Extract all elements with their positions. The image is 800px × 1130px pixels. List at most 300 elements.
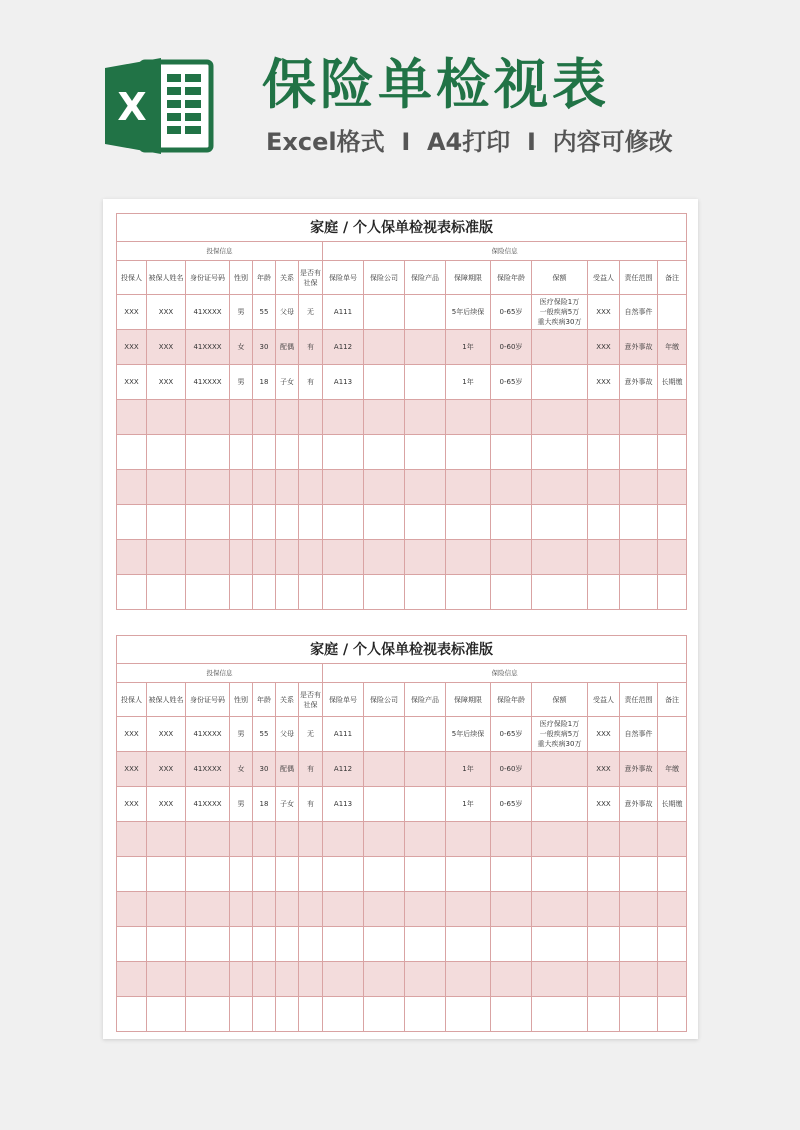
table-cell[interactable] bbox=[276, 892, 299, 927]
table-cell[interactable] bbox=[323, 575, 364, 610]
table-cell[interactable]: 5年后续保 bbox=[446, 295, 491, 330]
table-cell[interactable]: XXX bbox=[117, 295, 147, 330]
table-cell[interactable] bbox=[491, 857, 532, 892]
table-cell[interactable] bbox=[491, 927, 532, 962]
table-cell[interactable] bbox=[446, 927, 491, 962]
table-cell[interactable] bbox=[532, 892, 588, 927]
table-cell[interactable] bbox=[186, 435, 230, 470]
table-cell[interactable] bbox=[253, 575, 276, 610]
table-cell[interactable] bbox=[620, 892, 658, 927]
table-cell[interactable] bbox=[253, 540, 276, 575]
table-cell[interactable] bbox=[446, 540, 491, 575]
table-cell[interactable]: 0-60岁 bbox=[491, 752, 532, 787]
table-cell[interactable] bbox=[364, 540, 405, 575]
table-cell[interactable] bbox=[299, 822, 323, 857]
table-cell[interactable] bbox=[446, 962, 491, 997]
table-cell[interactable]: A111 bbox=[323, 295, 364, 330]
table-cell[interactable] bbox=[276, 505, 299, 540]
table-cell[interactable] bbox=[658, 717, 687, 752]
table-cell[interactable] bbox=[253, 400, 276, 435]
table-cell[interactable] bbox=[186, 575, 230, 610]
table-cell[interactable] bbox=[491, 962, 532, 997]
column-header: 保险产品 bbox=[405, 261, 446, 295]
table-cell[interactable] bbox=[620, 822, 658, 857]
table-cell[interactable]: 子女 bbox=[276, 787, 299, 822]
table-cell[interactable] bbox=[364, 822, 405, 857]
table-cell[interactable] bbox=[323, 400, 364, 435]
table-cell[interactable] bbox=[230, 892, 253, 927]
table-cell[interactable] bbox=[323, 997, 364, 1032]
table-cell[interactable]: XXX bbox=[588, 717, 620, 752]
table-cell[interactable] bbox=[299, 927, 323, 962]
column-header: 保障期限 bbox=[446, 683, 491, 717]
column-header: 被保人姓名 bbox=[147, 683, 186, 717]
table-cell[interactable] bbox=[276, 400, 299, 435]
table-cell[interactable] bbox=[491, 400, 532, 435]
table-cell[interactable] bbox=[588, 892, 620, 927]
table-cell[interactable]: 配偶 bbox=[276, 752, 299, 787]
table-cell[interactable] bbox=[299, 540, 323, 575]
table-cell[interactable] bbox=[323, 857, 364, 892]
table-cell[interactable] bbox=[405, 540, 446, 575]
table-cell[interactable] bbox=[147, 400, 186, 435]
table-cell[interactable] bbox=[364, 365, 405, 400]
table-cell[interactable] bbox=[364, 962, 405, 997]
table-cell[interactable] bbox=[532, 857, 588, 892]
table-cell[interactable]: XXX bbox=[117, 365, 147, 400]
group-label-insurance: 保险信息 bbox=[323, 242, 687, 261]
table-cell[interactable]: 0-65岁 bbox=[491, 787, 532, 822]
table-cell[interactable] bbox=[276, 962, 299, 997]
table-row bbox=[117, 927, 687, 962]
table-cell[interactable] bbox=[588, 540, 620, 575]
table-cell[interactable] bbox=[364, 857, 405, 892]
column-header: 保险单号 bbox=[323, 261, 364, 295]
table-cell[interactable]: 年缴 bbox=[658, 752, 687, 787]
table-cell[interactable] bbox=[532, 540, 588, 575]
table-cell[interactable]: 无 bbox=[299, 295, 323, 330]
table-cell[interactable]: A112 bbox=[323, 330, 364, 365]
table-cell[interactable] bbox=[147, 822, 186, 857]
table-cell[interactable] bbox=[620, 927, 658, 962]
table-cell[interactable] bbox=[532, 822, 588, 857]
table-cell[interactable] bbox=[446, 575, 491, 610]
table-cell[interactable] bbox=[532, 365, 588, 400]
table-cell[interactable] bbox=[253, 962, 276, 997]
table-cell[interactable]: XXX bbox=[117, 717, 147, 752]
table-cell[interactable] bbox=[446, 435, 491, 470]
table-cell[interactable] bbox=[405, 752, 446, 787]
table-cell[interactable] bbox=[405, 962, 446, 997]
table-cell[interactable]: XXX bbox=[588, 330, 620, 365]
table-cell[interactable] bbox=[147, 470, 186, 505]
table-cell[interactable] bbox=[405, 997, 446, 1032]
table-cell[interactable] bbox=[276, 822, 299, 857]
table-cell[interactable] bbox=[230, 575, 253, 610]
table-cell[interactable] bbox=[658, 997, 687, 1032]
table-cell[interactable] bbox=[117, 997, 147, 1032]
table-cell[interactable] bbox=[405, 575, 446, 610]
table-cell[interactable]: 有 bbox=[299, 752, 323, 787]
table-cell[interactable] bbox=[620, 962, 658, 997]
table-cell[interactable] bbox=[532, 787, 588, 822]
table-cell[interactable] bbox=[405, 295, 446, 330]
table-cell[interactable] bbox=[446, 400, 491, 435]
table-cell[interactable]: 30 bbox=[253, 752, 276, 787]
table-cell[interactable]: 父母 bbox=[276, 717, 299, 752]
table-cell[interactable] bbox=[588, 997, 620, 1032]
table-cell[interactable]: 长期缴 bbox=[658, 365, 687, 400]
table-cell[interactable] bbox=[364, 717, 405, 752]
table-cell[interactable]: XXX bbox=[147, 717, 186, 752]
table-cell[interactable]: 自然事件 bbox=[620, 717, 658, 752]
table-cell[interactable] bbox=[299, 857, 323, 892]
table-cell[interactable]: XXX bbox=[147, 330, 186, 365]
table-cell[interactable] bbox=[147, 540, 186, 575]
table-cell[interactable] bbox=[405, 400, 446, 435]
table-cell[interactable] bbox=[658, 470, 687, 505]
table-cell[interactable]: 年缴 bbox=[658, 330, 687, 365]
table-cell[interactable] bbox=[147, 505, 186, 540]
table-cell[interactable] bbox=[117, 962, 147, 997]
table-cell[interactable] bbox=[405, 717, 446, 752]
table-cell[interactable]: 长期缴 bbox=[658, 787, 687, 822]
table-cell[interactable]: 41XXXX bbox=[186, 295, 230, 330]
table-cell[interactable]: 意外事故 bbox=[620, 752, 658, 787]
table-cell[interactable] bbox=[253, 892, 276, 927]
table-cell[interactable] bbox=[186, 400, 230, 435]
table-cell[interactable] bbox=[147, 857, 186, 892]
table-cell[interactable] bbox=[230, 962, 253, 997]
table-cell[interactable] bbox=[588, 857, 620, 892]
table-cell[interactable]: 医疗保险1万 一般疾病5万 重大疾病30万 bbox=[532, 295, 588, 330]
table-cell[interactable] bbox=[405, 787, 446, 822]
table-cell[interactable] bbox=[364, 400, 405, 435]
table-cell[interactable]: XXX bbox=[588, 295, 620, 330]
table-cell[interactable] bbox=[253, 822, 276, 857]
table-cell[interactable] bbox=[186, 892, 230, 927]
table-cell[interactable] bbox=[253, 435, 276, 470]
table-cell[interactable] bbox=[186, 540, 230, 575]
table-cell[interactable] bbox=[658, 962, 687, 997]
table-cell[interactable] bbox=[230, 927, 253, 962]
table-cell[interactable] bbox=[364, 575, 405, 610]
table-cell[interactable] bbox=[186, 857, 230, 892]
table-cell[interactable] bbox=[299, 997, 323, 1032]
table-cell[interactable]: XXX bbox=[588, 787, 620, 822]
table-cell[interactable] bbox=[491, 540, 532, 575]
table-cell[interactable] bbox=[276, 997, 299, 1032]
table-cell[interactable]: 0-65岁 bbox=[491, 295, 532, 330]
table-cell[interactable] bbox=[230, 400, 253, 435]
table-title: 家庭 / 个人保单检视表标准版 bbox=[117, 214, 687, 242]
table-cell[interactable] bbox=[117, 927, 147, 962]
table-cell[interactable] bbox=[658, 295, 687, 330]
table-cell[interactable] bbox=[491, 435, 532, 470]
table-cell[interactable] bbox=[364, 752, 405, 787]
page-title: 保险单检视表 bbox=[262, 53, 610, 116]
table-cell[interactable] bbox=[276, 435, 299, 470]
table-cell[interactable] bbox=[186, 962, 230, 997]
table-cell[interactable] bbox=[253, 857, 276, 892]
table-cell[interactable] bbox=[364, 295, 405, 330]
table-group-row bbox=[117, 242, 687, 261]
table-cell[interactable] bbox=[532, 997, 588, 1032]
table-cell[interactable] bbox=[405, 822, 446, 857]
table-cell[interactable] bbox=[323, 822, 364, 857]
table-cell[interactable] bbox=[588, 575, 620, 610]
table-cell[interactable]: A113 bbox=[323, 365, 364, 400]
column-header: 保险产品 bbox=[405, 683, 446, 717]
table-cell[interactable] bbox=[117, 400, 147, 435]
table-cell[interactable]: 医疗保险1万 一般疾病5万 重大疾病30万 bbox=[532, 717, 588, 752]
table-cell[interactable] bbox=[658, 857, 687, 892]
table-cell[interactable] bbox=[276, 470, 299, 505]
table-cell[interactable]: XXX bbox=[117, 787, 147, 822]
table-cell[interactable]: XXX bbox=[147, 365, 186, 400]
table-cell[interactable] bbox=[147, 435, 186, 470]
table-cell[interactable]: 55 bbox=[253, 295, 276, 330]
table-cell[interactable]: XXX bbox=[147, 295, 186, 330]
table-cell[interactable]: 0-65岁 bbox=[491, 717, 532, 752]
table-cell[interactable] bbox=[446, 470, 491, 505]
table-cell[interactable] bbox=[299, 575, 323, 610]
table-cell[interactable]: 意外事故 bbox=[620, 330, 658, 365]
table-cell[interactable] bbox=[299, 400, 323, 435]
table-cell[interactable] bbox=[186, 505, 230, 540]
table-cell[interactable]: 41XXXX bbox=[186, 717, 230, 752]
table-cell[interactable]: 意外事故 bbox=[620, 787, 658, 822]
table-cell[interactable] bbox=[658, 435, 687, 470]
table-cell[interactable] bbox=[276, 927, 299, 962]
table-cell[interactable]: XXX bbox=[588, 365, 620, 400]
table-cell[interactable] bbox=[147, 927, 186, 962]
table-cell[interactable] bbox=[446, 892, 491, 927]
table-cell[interactable] bbox=[588, 435, 620, 470]
table-cell[interactable]: A112 bbox=[323, 752, 364, 787]
table-cell[interactable]: 1年 bbox=[446, 752, 491, 787]
table-cell[interactable] bbox=[532, 962, 588, 997]
table-cell[interactable]: 41XXXX bbox=[186, 787, 230, 822]
table-cell[interactable] bbox=[658, 927, 687, 962]
table-cell[interactable] bbox=[276, 575, 299, 610]
table-cell[interactable] bbox=[364, 927, 405, 962]
table-cell[interactable] bbox=[186, 470, 230, 505]
table-cell[interactable] bbox=[364, 787, 405, 822]
table-cell[interactable]: 男 bbox=[230, 717, 253, 752]
table-cell[interactable] bbox=[323, 892, 364, 927]
table-cell[interactable] bbox=[299, 435, 323, 470]
table-cell[interactable] bbox=[117, 575, 147, 610]
table-cell[interactable] bbox=[491, 470, 532, 505]
table-cell[interactable] bbox=[230, 470, 253, 505]
table-cell[interactable] bbox=[588, 470, 620, 505]
table-cell[interactable]: XXX bbox=[147, 787, 186, 822]
table-cell[interactable]: XXX bbox=[117, 752, 147, 787]
table-cell[interactable]: 女 bbox=[230, 752, 253, 787]
table-cell[interactable] bbox=[588, 927, 620, 962]
table-cell[interactable] bbox=[658, 505, 687, 540]
table-cell[interactable] bbox=[230, 540, 253, 575]
table-cell[interactable]: 1年 bbox=[446, 330, 491, 365]
table-cell[interactable] bbox=[620, 400, 658, 435]
table-cell[interactable] bbox=[323, 927, 364, 962]
table-cell[interactable] bbox=[532, 470, 588, 505]
table-cell[interactable] bbox=[323, 470, 364, 505]
table-cell[interactable] bbox=[230, 857, 253, 892]
table-cell[interactable] bbox=[147, 892, 186, 927]
table-cell[interactable] bbox=[117, 822, 147, 857]
table-cell[interactable] bbox=[117, 505, 147, 540]
table-cell[interactable] bbox=[658, 892, 687, 927]
table-cell[interactable]: 自然事件 bbox=[620, 295, 658, 330]
table-cell[interactable] bbox=[532, 400, 588, 435]
table-cell[interactable] bbox=[446, 505, 491, 540]
table-cell[interactable] bbox=[532, 575, 588, 610]
table-cell[interactable] bbox=[299, 470, 323, 505]
table-cell[interactable]: 男 bbox=[230, 365, 253, 400]
table-cell[interactable]: 0-65岁 bbox=[491, 365, 532, 400]
table-cell[interactable]: 0-60岁 bbox=[491, 330, 532, 365]
table-cell[interactable] bbox=[405, 435, 446, 470]
table-cell[interactable] bbox=[491, 505, 532, 540]
table-cell[interactable]: 18 bbox=[253, 365, 276, 400]
table-cell[interactable] bbox=[186, 997, 230, 1032]
table-cell[interactable] bbox=[299, 505, 323, 540]
table-cell[interactable] bbox=[253, 505, 276, 540]
table-cell[interactable] bbox=[299, 892, 323, 927]
table-cell[interactable] bbox=[491, 892, 532, 927]
table-cell[interactable] bbox=[620, 470, 658, 505]
table-cell[interactable] bbox=[532, 505, 588, 540]
table-cell[interactable]: A111 bbox=[323, 717, 364, 752]
table-cell[interactable] bbox=[532, 752, 588, 787]
table-cell[interactable] bbox=[405, 365, 446, 400]
table-cell[interactable]: 子女 bbox=[276, 365, 299, 400]
table-cell[interactable] bbox=[117, 892, 147, 927]
table-cell[interactable] bbox=[186, 927, 230, 962]
table-cell[interactable] bbox=[323, 435, 364, 470]
table-cell[interactable]: A113 bbox=[323, 787, 364, 822]
table-cell[interactable]: 1年 bbox=[446, 787, 491, 822]
table-cell[interactable] bbox=[253, 997, 276, 1032]
table-cell[interactable] bbox=[117, 470, 147, 505]
table-cell[interactable] bbox=[405, 892, 446, 927]
table-cell[interactable] bbox=[446, 857, 491, 892]
table-cell[interactable] bbox=[491, 997, 532, 1032]
table-cell[interactable] bbox=[620, 505, 658, 540]
table-cell[interactable] bbox=[588, 822, 620, 857]
table-cell[interactable]: 5年后续保 bbox=[446, 717, 491, 752]
table-cell[interactable] bbox=[364, 470, 405, 505]
table-cell[interactable]: 配偶 bbox=[276, 330, 299, 365]
table-cell[interactable] bbox=[253, 470, 276, 505]
table-cell[interactable] bbox=[658, 400, 687, 435]
table-cell[interactable] bbox=[253, 927, 276, 962]
table-cell[interactable] bbox=[491, 822, 532, 857]
table-cell[interactable] bbox=[230, 822, 253, 857]
table-cell[interactable] bbox=[620, 857, 658, 892]
table-cell[interactable] bbox=[588, 400, 620, 435]
table-cell[interactable] bbox=[658, 540, 687, 575]
table-cell[interactable] bbox=[117, 540, 147, 575]
table-cell[interactable] bbox=[446, 997, 491, 1032]
table-cell[interactable] bbox=[620, 997, 658, 1032]
table-cell[interactable] bbox=[323, 962, 364, 997]
table-cell[interactable] bbox=[276, 540, 299, 575]
table-cell[interactable] bbox=[405, 505, 446, 540]
table-cell[interactable] bbox=[405, 470, 446, 505]
table-cell[interactable]: 无 bbox=[299, 717, 323, 752]
table-cell[interactable] bbox=[147, 997, 186, 1032]
column-header: 责任范围 bbox=[620, 683, 658, 717]
table-cell[interactable]: 41XXXX bbox=[186, 330, 230, 365]
table-cell[interactable] bbox=[323, 505, 364, 540]
table-cell[interactable] bbox=[658, 575, 687, 610]
table-cell[interactable] bbox=[364, 330, 405, 365]
table-cell[interactable] bbox=[405, 857, 446, 892]
table-cell[interactable] bbox=[117, 435, 147, 470]
table-row bbox=[117, 997, 687, 1032]
table-cell[interactable] bbox=[230, 505, 253, 540]
table-cell[interactable] bbox=[147, 962, 186, 997]
table-cell[interactable] bbox=[364, 997, 405, 1032]
table-cell[interactable] bbox=[588, 505, 620, 540]
table-cell[interactable] bbox=[364, 505, 405, 540]
table-cell[interactable]: 有 bbox=[299, 365, 323, 400]
table-cell[interactable] bbox=[491, 575, 532, 610]
table-cell[interactable] bbox=[405, 927, 446, 962]
table-cell[interactable]: 父母 bbox=[276, 295, 299, 330]
table-cell[interactable] bbox=[532, 435, 588, 470]
table-cell[interactable]: 55 bbox=[253, 717, 276, 752]
table-cell[interactable]: 41XXXX bbox=[186, 365, 230, 400]
table-cell[interactable] bbox=[323, 540, 364, 575]
table-cell[interactable]: 有 bbox=[299, 330, 323, 365]
table-cell[interactable]: 1年 bbox=[446, 365, 491, 400]
table-cell[interactable] bbox=[446, 822, 491, 857]
table-cell[interactable]: XXX bbox=[117, 330, 147, 365]
table-cell[interactable]: XXX bbox=[588, 752, 620, 787]
table-cell[interactable] bbox=[230, 997, 253, 1032]
table-cell[interactable] bbox=[276, 857, 299, 892]
table-cell[interactable]: XXX bbox=[147, 752, 186, 787]
table-cell[interactable]: 有 bbox=[299, 787, 323, 822]
table-cell[interactable] bbox=[620, 575, 658, 610]
table-cell[interactable] bbox=[620, 435, 658, 470]
table-cell[interactable]: 意外事故 bbox=[620, 365, 658, 400]
table-cell[interactable] bbox=[405, 330, 446, 365]
table-cell[interactable]: 18 bbox=[253, 787, 276, 822]
table-cell[interactable] bbox=[620, 540, 658, 575]
table-cell[interactable]: 女 bbox=[230, 330, 253, 365]
table-cell[interactable] bbox=[299, 962, 323, 997]
table-cell[interactable]: 男 bbox=[230, 295, 253, 330]
table-cell[interactable] bbox=[147, 575, 186, 610]
table-cell[interactable] bbox=[364, 435, 405, 470]
table-cell[interactable]: 男 bbox=[230, 787, 253, 822]
table-cell[interactable] bbox=[532, 927, 588, 962]
table-cell[interactable] bbox=[364, 892, 405, 927]
table-cell[interactable]: 41XXXX bbox=[186, 752, 230, 787]
table-cell[interactable] bbox=[117, 857, 147, 892]
table-cell[interactable] bbox=[186, 822, 230, 857]
table-cell[interactable] bbox=[658, 822, 687, 857]
table-cell[interactable]: 30 bbox=[253, 330, 276, 365]
table-cell[interactable] bbox=[588, 962, 620, 997]
table-cell[interactable] bbox=[532, 330, 588, 365]
table-cell[interactable] bbox=[230, 435, 253, 470]
